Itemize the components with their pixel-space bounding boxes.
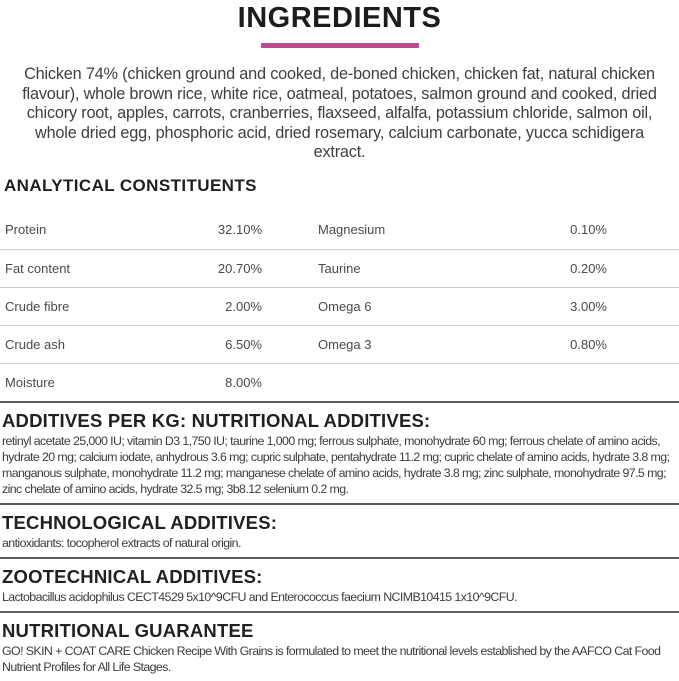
constituent-value: 0.20%	[570, 260, 607, 276]
section-heading: ADDITIVES PER KG: NUTRITIONAL ADDITIVES:	[2, 409, 431, 431]
table-row	[0, 211, 679, 249]
section-heading: ZOOTECHNICAL ADDITIVES:	[2, 565, 263, 587]
section-zootechnical-additives	[0, 559, 679, 611]
title-accent-bar	[261, 43, 419, 48]
section-body: Lactobacillus acidophilus CECT4529 5x10^9CFU and Enterococcus faecium NCIMB10415 1x10^9CFU.	[2, 589, 517, 604]
section-heading: TECHNOLOGICAL ADDITIVES:	[2, 511, 278, 533]
analytical-constituents-heading: ANALYTICAL CONSTITUENTS	[4, 175, 257, 195]
section-nutritional-additives	[0, 403, 679, 503]
constituent-label: Magnesium	[318, 222, 386, 237]
section-body: antioxidants: tocopherol extracts of natural origin.	[2, 535, 241, 550]
section-technological-additives	[0, 505, 679, 557]
constituent-value: 8.00%	[225, 374, 262, 390]
ingredients-label-page	[0, 2, 679, 680]
table-row	[0, 363, 679, 401]
analytical-constituents-table	[0, 211, 679, 401]
constituent-label: Crude ash	[5, 336, 65, 352]
section-nutritional-guarantee	[0, 613, 679, 681]
constituent-value: 2.00%	[225, 298, 262, 314]
constituent-label: Taurine	[318, 260, 361, 276]
constituent-label: Moisture	[5, 374, 55, 390]
section-body: GO! SKIN + COAT CARE Chicken Recipe With Grains is formulated to meet the nutritional levels established by the AAFCO Cat Food Nutrient Profiles for All Life Stages.	[2, 643, 661, 674]
page-title: INGREDIENTS	[237, 2, 442, 34]
section-heading: NUTRITIONAL GUARANTEE	[2, 619, 254, 641]
constituent-value: 6.50%	[225, 336, 262, 352]
constituent-label: Crude fibre	[5, 298, 70, 314]
section-body: retinyl acetate 25,000 IU; vitamin D3 1,750 IU; taurine 1,000 mg; ferrous sulphate, monohydrate 60 mg; ferrous chelate of amino acids, hydrate 20 mg; calcium iodate, anhydrous 3.6 mg; cupric sulphate, pentahydrate 11.2 mg; cupric chelate of amino acids, hydrate 3.8 mg; manganous sulphate, monohydrate 11.2 mg; manganese chelate of amino acids, hydrate 3.8 mg; zinc sulphate, monohydrate 97.5 mg; zinc chelate of amino acids, hydrate 32.5 mg; 3b8.12 selenium 0.2 mg.	[2, 433, 670, 496]
constituent-value: 32.10%	[217, 222, 262, 237]
constituent-value: 20.70%	[217, 260, 262, 276]
table-row	[0, 249, 679, 287]
table-row	[0, 325, 679, 363]
constituent-label: Protein	[5, 222, 47, 237]
constituent-label: Fat content	[5, 260, 71, 276]
ingredients-paragraph: Chicken 74% (chicken ground and cooked, de-boned chicken, chicken fat, natural chicken flavour), whole brown rice, white rice, oatmeal, potatoes, salmon ground and cooked, dried chicory root, apples, carrots, cranberries, flaxseed, alfalfa, potassium chloride, salmon oil, whole dried egg, phosphoric acid, dried rosemary, calcium carbonate, yucca schidigera extract.	[22, 65, 657, 161]
constituent-value: 0.80%	[570, 336, 607, 352]
constituent-label: Omega 6	[318, 298, 372, 314]
table-row	[0, 287, 679, 325]
constituent-label: Omega 3	[318, 336, 372, 352]
constituent-value: 3.00%	[570, 298, 607, 314]
constituent-value: 0.10%	[570, 222, 607, 237]
